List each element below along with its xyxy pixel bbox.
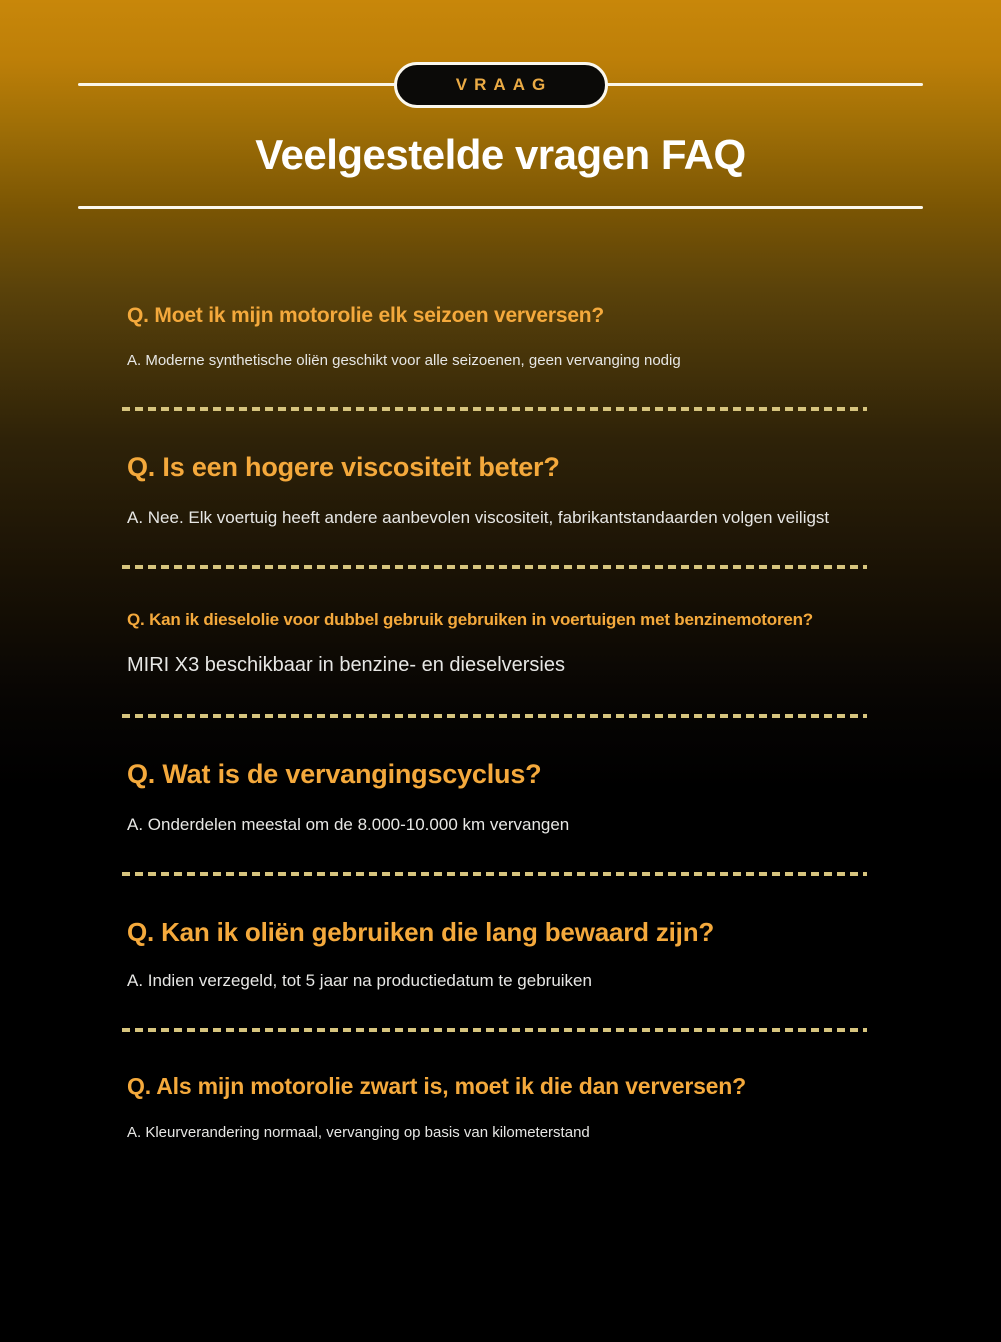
dashed-divider xyxy=(122,1028,867,1032)
question-text: Q. Wat is de vervangingscyclus? xyxy=(127,759,542,790)
header-line-bottom xyxy=(78,206,923,209)
faq-item xyxy=(127,451,871,569)
header-rule-row xyxy=(78,62,923,108)
question-text: Q. Als mijn motorolie zwart is, moet ik die dan verversen? xyxy=(127,1073,746,1100)
header xyxy=(0,62,1001,209)
faq-list xyxy=(127,303,871,1143)
answer-text: A. Indien verzegeld, tot 5 jaar na productiedatum te gebruiken xyxy=(127,971,592,991)
question-text: Q. Kan ik oliën gebruiken die lang bewaard zijn? xyxy=(127,916,715,947)
answer-text: A. Kleurverandering normaal, vervanging op basis van kilometerstand xyxy=(127,1124,590,1142)
faq-item xyxy=(127,758,871,876)
answer-text: A. Nee. Elk voertuig heeft andere aanbevolen viscositeit, fabrikantstandaarden volgen veiligst xyxy=(127,507,830,527)
faq-item xyxy=(127,1072,871,1142)
faq-item xyxy=(127,303,871,411)
dashed-divider xyxy=(122,872,867,876)
question-text: Q. Kan ik dieselolie voor dubbel gebruik gebruiken in voertuigen met benzinemotoren? xyxy=(127,609,813,629)
vraag-badge xyxy=(394,62,608,108)
question-text: Q. Is een hogere viscositeit beter? xyxy=(127,451,560,482)
dashed-divider xyxy=(122,407,867,411)
answer-text: A. Moderne synthetische oliën geschikt voor alle seizoenen, geen vervanging nodig xyxy=(127,352,681,370)
dashed-divider xyxy=(122,565,867,569)
page-title: Veelgestelde vragen FAQ xyxy=(255,131,746,178)
question-text: Q. Moet ik mijn motorolie elk seizoen verversen? xyxy=(127,304,605,328)
dashed-divider xyxy=(122,714,867,718)
vraag-badge-label: VRAAG xyxy=(455,75,553,94)
faq-item xyxy=(127,609,871,718)
answer-text: MIRI X3 beschikbaar in benzine- en dieselversies xyxy=(127,654,565,677)
faq-page xyxy=(0,62,1001,1342)
faq-item xyxy=(127,916,871,1033)
answer-text: A. Onderdelen meestal om de 8.000-10.000 km vervangen xyxy=(127,814,570,834)
